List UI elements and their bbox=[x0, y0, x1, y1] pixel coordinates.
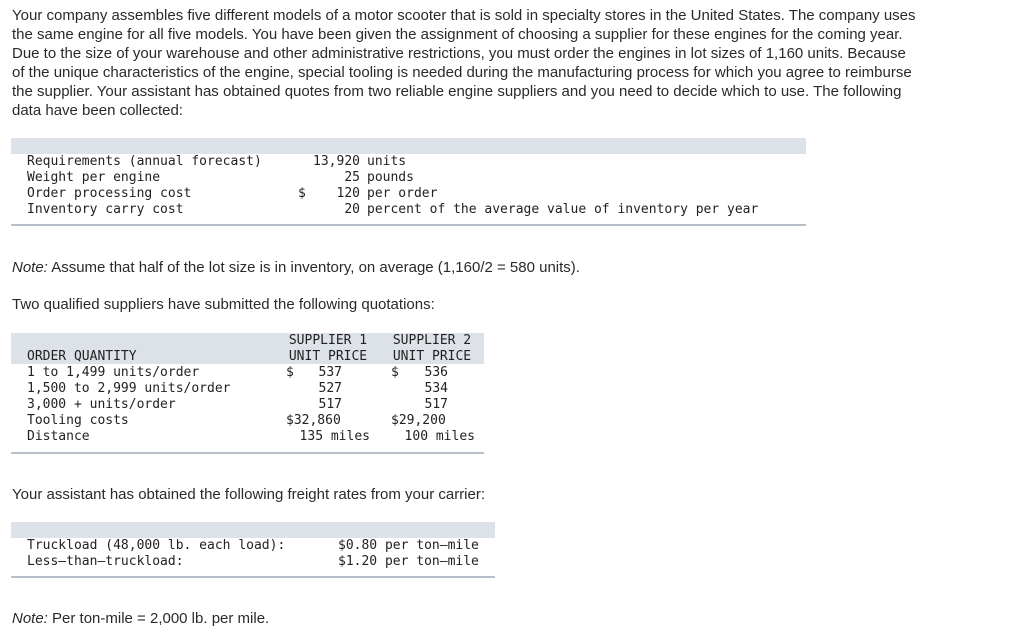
supplier2-tooling: $29,200 bbox=[391, 413, 446, 428]
req-label: Order processing cost bbox=[27, 186, 192, 201]
req-label: Weight per engine bbox=[27, 170, 161, 185]
note-ton-mile bbox=[12, 609, 917, 628]
supplier1-price: 527 bbox=[318, 381, 342, 396]
supplier1-currency: $ bbox=[286, 365, 294, 380]
supplier1-header: SUPPLIER 1 bbox=[288, 333, 368, 348]
freight-header-band bbox=[11, 522, 495, 538]
supplier2-price: 534 bbox=[424, 381, 448, 396]
req-unit: units bbox=[367, 154, 407, 169]
order-quantity-header: ORDER QUANTITY bbox=[27, 349, 137, 364]
quote-row-label: 3,000 + units/order bbox=[27, 397, 176, 412]
supplier1-tooling: $32,860 bbox=[286, 413, 341, 428]
req-unit: pounds bbox=[367, 170, 414, 185]
req-value: 13,920 bbox=[313, 154, 360, 169]
supplier2-unit-price-header: UNIT PRICE bbox=[392, 349, 472, 364]
freight-label: Truckload (48,000 lb. each load): bbox=[27, 538, 286, 553]
requirements-header-band bbox=[11, 138, 806, 154]
req-unit: percent of the average value of inventory per year bbox=[367, 202, 759, 217]
req-value: 25 bbox=[344, 170, 360, 185]
intro-paragraph: Your company assembles five different models of a motor scooter that is sold in specialty stores in the United States. The company uses the same engine for all five models. You have been given the assignment of choosing a supplier for these engines for the coming year. Due to the size of your warehouse and other administrative restrictions, you must order the engines in lot sizes of 1,160 units. Because of the unique characteristics of the engine, special tooling is needed during the manufacturing process for which you agree to reimburse the supplier. Your assistant has obtained quotes from two reliable engine suppliers and you need to decide which to use. The following data have been collected: bbox=[12, 7, 916, 119]
supplier1-distance: 135 miles bbox=[299, 429, 370, 444]
freight-label: Less–than–truckload: bbox=[27, 554, 184, 569]
req-value: 120 bbox=[336, 186, 360, 201]
quote-row-label: 1,500 to 2,999 units/order bbox=[27, 381, 231, 396]
freight-rate: $0.80 per ton–mile bbox=[338, 538, 479, 553]
supplier2-header: SUPPLIER 2 bbox=[392, 333, 472, 348]
req-label: Requirements (annual forecast) bbox=[27, 154, 262, 169]
supplier2-distance: 100 miles bbox=[404, 429, 475, 444]
supplier2-price: 536 bbox=[424, 365, 448, 380]
quotes-bottom-rule bbox=[11, 452, 484, 454]
note-assumption bbox=[12, 258, 917, 277]
tooling-label: Tooling costs bbox=[27, 413, 129, 428]
req-label: Inventory carry cost bbox=[27, 202, 184, 217]
quotes-intro: Two qualified suppliers have submitted the following quotations: bbox=[12, 296, 435, 313]
supplier1-price: 537 bbox=[318, 365, 342, 380]
supplier2-currency: $ bbox=[391, 365, 399, 380]
note-text: Assume that half of the lot size is in inventory, on average (1,160/2 = 580 units). bbox=[47, 259, 580, 276]
distance-label: Distance bbox=[27, 429, 90, 444]
requirements-bottom-rule bbox=[11, 224, 806, 226]
req-currency: $ bbox=[298, 186, 306, 201]
supplier1-unit-price-header: UNIT PRICE bbox=[288, 349, 368, 364]
note-text: Per ton-mile = 2,000 lb. per mile. bbox=[47, 610, 270, 627]
freight-rate: $1.20 per ton–mile bbox=[338, 554, 479, 569]
freight-bottom-rule bbox=[11, 576, 495, 578]
req-value: 20 bbox=[344, 202, 360, 217]
supplier1-price: 517 bbox=[318, 397, 342, 412]
quote-row-label: 1 to 1,499 units/order bbox=[27, 365, 200, 380]
req-unit: per order bbox=[367, 186, 438, 201]
note-label: Note: bbox=[12, 610, 48, 627]
supplier2-price: 517 bbox=[424, 397, 448, 412]
freight-intro: Your assistant has obtained the following freight rates from your carrier: bbox=[12, 486, 486, 503]
note-label: Note: bbox=[12, 259, 48, 276]
